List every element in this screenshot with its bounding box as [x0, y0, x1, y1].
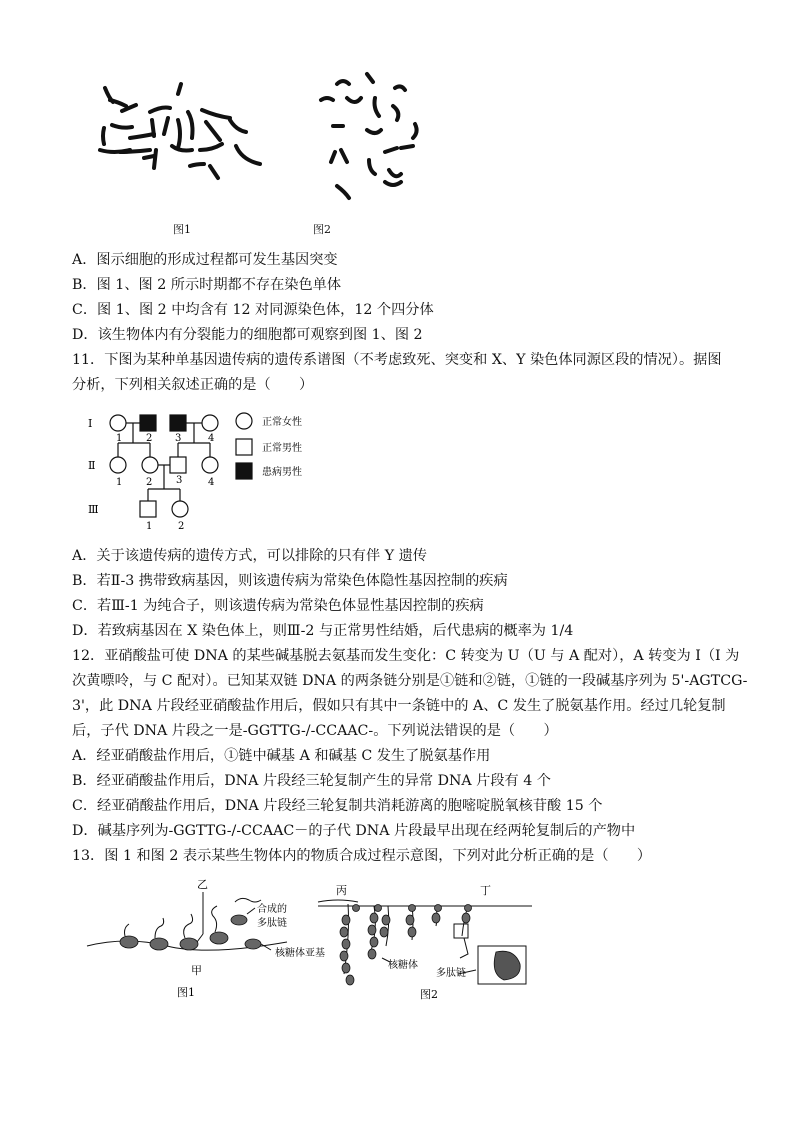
pedigree-I-4-female — [202, 415, 218, 431]
label-ribosome: 核糖体 — [388, 960, 418, 971]
III-1-number: 1 — [146, 521, 153, 532]
q12-stem-line4: 后，子代 DNA 片段之一是-GGTTG-/-CCAAC-。下列说法错误的是（ ） — [72, 723, 558, 739]
q11-option-d: D．若致病基因在 X 染色体上，则Ⅲ-2 与正常男性结婚，后代患病的概率为 1/4 — [72, 623, 574, 639]
ribosome-1 — [120, 936, 138, 948]
label-synthesized-peptide-2: 多肽链 — [257, 918, 287, 929]
II-3-number: 3 — [176, 475, 183, 486]
ribosome-2 — [150, 938, 168, 950]
legend-affected-male-symbol — [236, 463, 252, 479]
ribosome-3 — [180, 938, 198, 950]
pedigree-III-2-female — [172, 501, 188, 517]
ribosome-4 — [210, 932, 228, 944]
q12-stem-line2: 次黄嘌呤，与 C 配对）。已知某双链 DNA 的两条链分别是①链和②链，①链的一段碱基序列为 5'-AGTCG- — [72, 673, 748, 689]
II-4-number: 4 — [208, 477, 215, 488]
q12-option-a: A．经亚硝酸盐作用后，①链中碱基 A 和碱基 C 发生了脱氨基作用 — [72, 748, 491, 764]
I-1-number: 1 — [116, 433, 123, 444]
pedigree-II-3-male — [170, 457, 186, 473]
pedigree-III-1-male — [140, 501, 156, 517]
legend-normal-male: 正常男性 — [262, 443, 302, 454]
q12-option-d: D．碱基序列为-GGTTG-/-CCAAC－的子代 DNA 片段最早出现在经两轮复制后的产物中 — [72, 823, 636, 839]
label-ribosome-subunit: 核糖体亚基 — [275, 948, 325, 959]
pedigree-I-1-female — [110, 415, 126, 431]
figure-2-caption-bottom: 图2 — [420, 988, 438, 1001]
free-subunit-2 — [245, 939, 261, 949]
II-1-number: 1 — [116, 477, 123, 488]
pedigree-I-2-affected-male — [140, 415, 156, 431]
q13-stem: 13．图 1 和图 2 表示某些生物体内的物质合成过程示意图，下列对此分析正确的是（ ） — [72, 848, 652, 864]
pedigree-II-1-female — [110, 457, 126, 473]
q10-option-c: C．图 1、图 2 中均含有 12 对同源染色体，12 个四分体 — [72, 302, 434, 318]
legend-normal-female: 正常女性 — [262, 417, 302, 428]
transcription-translation-figure-2 — [316, 878, 536, 1003]
q12-option-b: B．经亚硝酸盐作用后，DNA 片段经三轮复制产生的异常 DNA 片段有 4 个 — [72, 773, 551, 789]
q11-option-c: C．若Ⅲ-1 为纯合子，则该遗传病为常染色体显性基因控制的疾病 — [72, 598, 484, 614]
q11-stem-line1: 11．下图为某种单基因遗传病的遗传系谱图（不考虑致死、突变和 X、Y 染色体同源区段的情况）。据图 — [72, 352, 722, 368]
generation-II-label: Ⅱ — [88, 459, 96, 472]
label-jia: 甲 — [191, 964, 202, 977]
pedigree-II-2-female — [142, 457, 158, 473]
pedigree-I-3-affected-male — [170, 415, 186, 431]
legend-female-symbol — [236, 413, 252, 429]
q11-option-a: A．关于该遗传病的遗传方式，可以排除的只有伴 Y 遗传 — [72, 548, 427, 564]
inset-box-small — [454, 924, 468, 938]
q10-option-a: A．图示细胞的形成过程都可发生基因突变 — [72, 252, 338, 268]
free-subunit-1 — [231, 915, 247, 925]
II-2-number: 2 — [146, 477, 153, 488]
generation-III-label: Ⅲ — [88, 503, 99, 516]
chromosome-figure-1 — [90, 80, 270, 190]
q12-stem-line3: 3'，此 DNA 片段经亚硝酸盐作用后，假如只有其中一条链中的 A、C 发生了脱氨基作用。经过几轮复制 — [72, 698, 726, 714]
legend-male-symbol — [236, 439, 252, 455]
q12-option-c: C．经亚硝酸盐作用后，DNA 片段经三轮复制共消耗游离的胞嘧啶脱氧核苷酸 15 个 — [72, 798, 603, 814]
III-2-number: 2 — [178, 521, 185, 532]
generation-I-label: Ⅰ — [88, 417, 93, 430]
q11-stem-line2: 分析，下列相关叙述正确的是（ ） — [72, 377, 314, 393]
label-synthesized-peptide-1: 合成的 — [257, 904, 287, 915]
legend-affected-male: 患病男性 — [262, 467, 302, 478]
label-ding: 丁 — [480, 884, 491, 897]
pedigree-II-4-female — [202, 457, 218, 473]
figure-2-caption: 图2 — [313, 223, 331, 236]
translation-figure-1 — [85, 878, 325, 998]
q10-option-d: D．该生物体内有分裂能力的细胞都可观察到图 1、图 2 — [72, 327, 423, 343]
q10-option-b: B．图 1、图 2 所示时期都不存在染色单体 — [72, 277, 342, 293]
q12-stem-line1: 12．亚硝酸盐可使 DNA 的某些碱基脱去氨基而发生变化：C 转变为 U（U 与 A 配对），A 转变为 I（I 为 — [72, 648, 740, 664]
label-bing: 丙 — [336, 884, 347, 897]
figure-1-caption: 图1 — [173, 223, 191, 236]
I-4-number: 4 — [208, 433, 215, 444]
label-polypeptide: 多肽链 — [436, 968, 466, 979]
label-yi: 乙 — [197, 878, 208, 891]
I-3-number: 3 — [175, 433, 182, 444]
pedigree-chart — [80, 405, 320, 535]
chromosome-figure-2 — [315, 70, 430, 205]
I-2-number: 2 — [146, 433, 153, 444]
q11-option-b: B．若Ⅱ-3 携带致病基因，则该遗传病为常染色体隐性基因控制的疾病 — [72, 573, 508, 589]
figure-1-caption-bottom: 图1 — [177, 986, 195, 999]
